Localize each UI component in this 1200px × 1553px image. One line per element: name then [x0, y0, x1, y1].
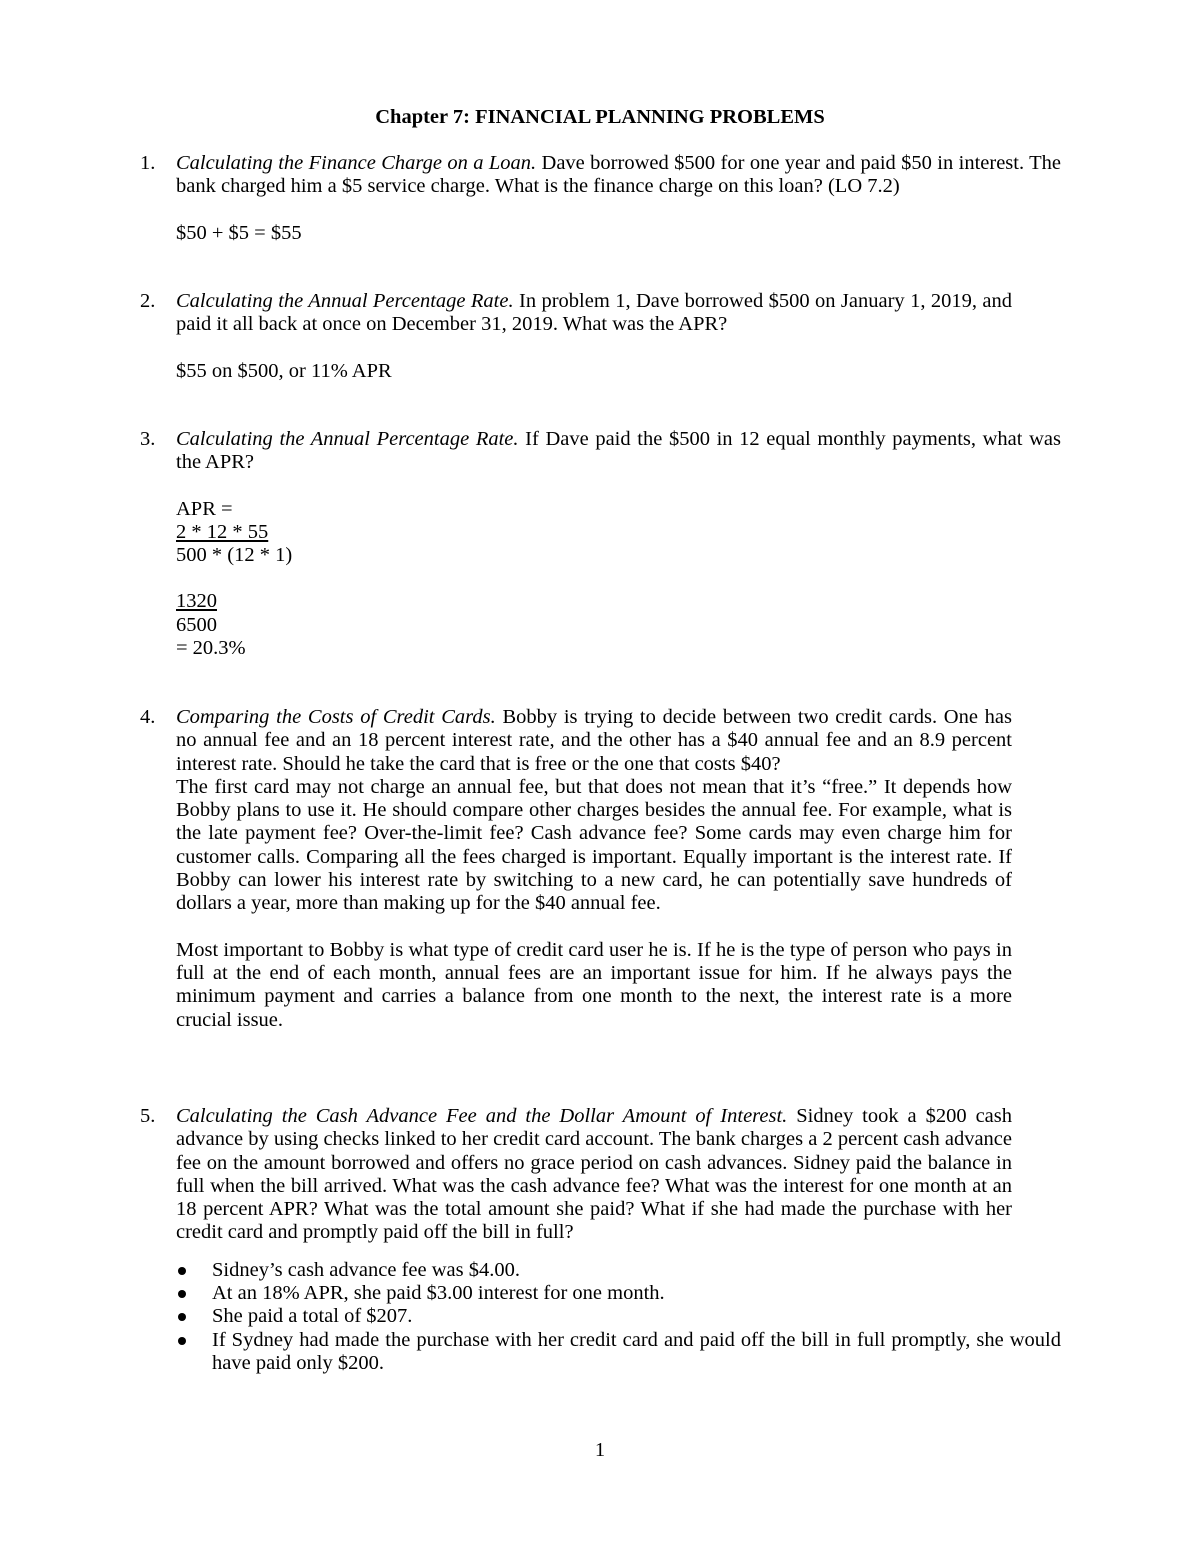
bullet-icon: [178, 1337, 186, 1345]
problem-answer-paragraph-2: Most important to Bobby is what type of credit card user he is. If he is the type of person who pays in full at the end of each month, annual fees are an important issue for him. If he always pays the minimum payment and carries a balance from one month to the next, the interest rate is a more crucial issue.: [176, 938, 1012, 1031]
problem-question: [176, 152, 1061, 199]
problem-number: 4.: [140, 706, 156, 728]
problem-question-text: In problem 1, Dave borrowed $500 on January 1, 2019, and paid it all back at once on December 31, 2019. What was the APR?: [176, 290, 1012, 336]
problem-body: [176, 290, 1012, 383]
problem-body: [176, 1105, 1061, 1375]
problem-heading: Calculating the Finance Charge on a Loan.: [176, 152, 537, 174]
list-item: She paid a total of $207.: [176, 1305, 1061, 1328]
problem-question-text: Dave borrowed $500 for one year and paid $50 in interest. The bank charged him a $5 service charge. What is the finance charge on this loan? (LO 7.2): [176, 152, 1061, 198]
list-item: Sidney’s cash advance fee was $4.00.: [176, 1259, 1061, 1282]
problem-heading: Comparing the Costs of Credit Cards.: [176, 706, 496, 728]
page-number: 1: [594, 1439, 606, 1461]
formula-numerator: 2 * 12 * 55: [176, 520, 269, 543]
problem-answer: $50 + $5 = $55: [176, 221, 302, 244]
problem-question: [176, 1105, 1012, 1245]
page-title: Chapter 7: FINANCIAL PLANNING PROBLEMS: [375, 106, 825, 128]
formula-denominator: 500 * (12 * 1): [176, 544, 293, 567]
problem-2: [140, 290, 1061, 383]
problem-1: [140, 152, 1061, 245]
problem-3: [140, 428, 1061, 660]
problem-question: [176, 428, 1061, 475]
problem-answer: $55 on $500, or 11% APR: [176, 359, 392, 382]
apr-formula: [176, 498, 1061, 661]
problem-4: [140, 706, 1061, 1032]
result-numerator: 1320: [176, 590, 217, 613]
problem-question-text: If Dave paid the $500 in 12 equal monthly payments, what was the APR?: [176, 428, 1061, 474]
answer-bullet-list: [176, 1259, 1061, 1375]
problem-heading: Calculating the Annual Percentage Rate.: [176, 290, 514, 312]
problem-body: [176, 152, 1061, 245]
problem-question: [176, 706, 1012, 776]
problem-heading: Calculating the Annual Percentage Rate.: [176, 428, 519, 450]
bullet-icon: [178, 1290, 186, 1298]
list-item: At an 18% APR, she paid $3.00 interest for one month.: [176, 1282, 1061, 1305]
problem-body: [176, 428, 1061, 660]
list-item: If Sydney had made the purchase with her credit card and paid off the bill in full promptly, she would have paid only $200.: [176, 1329, 1061, 1376]
problem-number: 3.: [140, 428, 156, 450]
problem-heading: Calculating the Cash Advance Fee and the Dollar Amount of Interest.: [176, 1105, 788, 1127]
problem-5: [140, 1105, 1061, 1375]
bullet-icon: [178, 1313, 186, 1321]
problem-question: [176, 290, 1012, 337]
problem-number: 2.: [140, 290, 156, 312]
problem-number: 5.: [140, 1105, 156, 1127]
bullet-icon: [178, 1267, 186, 1275]
result-value: = 20.3%: [176, 637, 246, 660]
result-denominator: 6500: [176, 613, 217, 636]
problem-question-text: Sidney took a $200 cash advance by using checks linked to her credit card account. The bank charges a 2 percent cash advance fee on the amount borrowed and offers no grace period on cash advances. Sidney paid the balance in full when the bill arrived. What was the cash advance fee? What was the interest for one month at an 18 percent APR? What was the total amount she paid? What if she had made the purchase with her credit card and promptly paid off the bill in full?: [176, 1105, 1012, 1244]
problem-question-text: Bobby is trying to decide between two credit cards. One has no annual fee and an 18 percent interest rate, and the other has a $40 annual fee and an 8.9 percent interest rate. Should he take the card that is free or the one that costs $40?: [176, 706, 1013, 775]
problem-number: 1.: [140, 152, 156, 174]
problem-body: [176, 706, 1012, 1032]
formula-label: APR =: [176, 497, 233, 520]
problem-answer-paragraph-1: The first card may not charge an annual fee, but that does not mean that it’s “free.” It depends how Bobby plans to use it. He should compare other charges besides the annual fee. For example, what is the late payment fee? Over-the-limit fee? Cash advance fee? Some cards may even charge him for customer calls. Comparing all the fees charged is important. Equally important is the interest rate. If Bobby can lower his interest rate by switching to a new card, he can potentially save hundreds of dollars a year, more than making up for the $40 annual fee.: [176, 775, 1012, 915]
